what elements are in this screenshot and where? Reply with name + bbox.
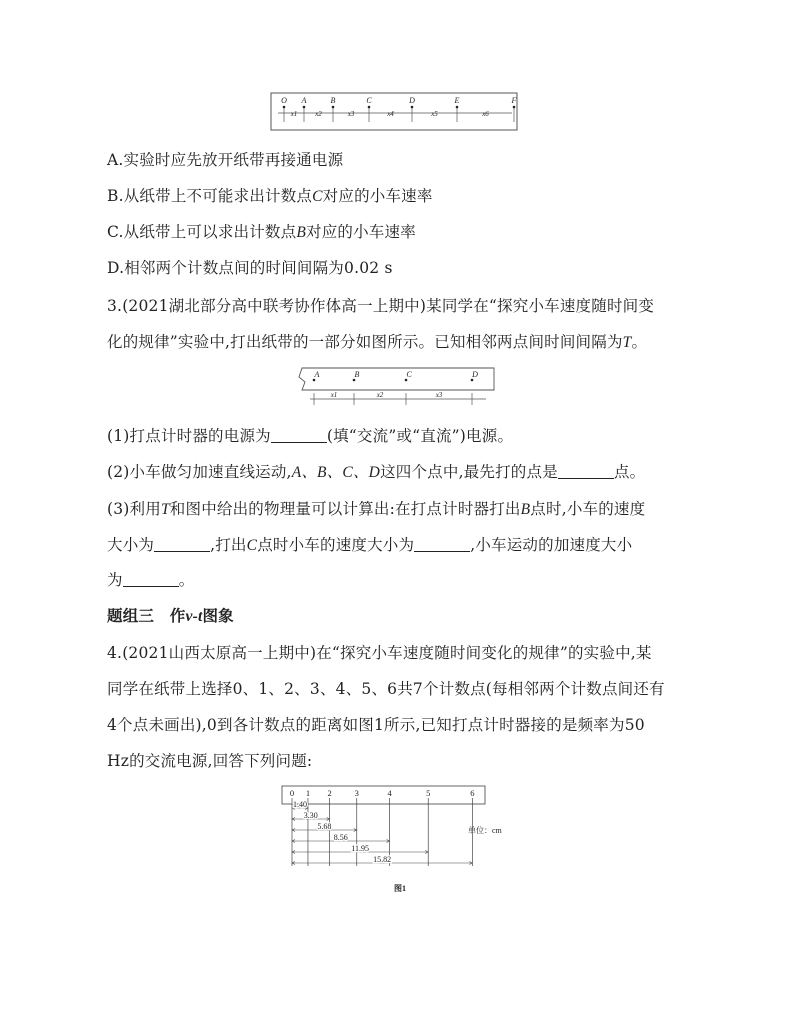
tape-segment-label: x5 — [431, 110, 438, 118]
q3-sub2-end: 点。 — [613, 463, 646, 481]
tape-segment-label: x1 — [330, 391, 338, 399]
tape-figure-2 — [296, 366, 498, 408]
tape-dot — [411, 106, 414, 109]
q3-sub2 — [107, 462, 645, 483]
option-b-var: C — [312, 188, 323, 205]
answer-blank[interactable] — [154, 537, 210, 552]
distance-label: 11.95 — [351, 844, 369, 853]
option-c-var: B — [296, 224, 307, 241]
q3-stem-line2 — [107, 332, 647, 353]
count-point-label: 1 — [305, 788, 311, 798]
distance-label: 1.40 — [292, 800, 307, 809]
section-heading-end: 图象 — [202, 607, 234, 625]
option-c-text-end: 对应的小车速率 — [306, 223, 416, 241]
q3-sub3-var-b: B — [520, 501, 531, 518]
q3-sub3-line1 — [107, 499, 645, 520]
distance-label: 3.30 — [303, 811, 318, 820]
option-b — [107, 186, 433, 207]
option-c-text: C.从纸带上可以求出计数点 — [107, 223, 297, 241]
q4-line4: Hz的交流电源,回答下列问题: — [107, 752, 313, 770]
tape-dot — [332, 106, 335, 109]
tape-segment-label: x4 — [387, 110, 394, 118]
option-c — [107, 222, 416, 243]
tape-segment-label: x2 — [315, 110, 322, 118]
answer-blank[interactable] — [123, 572, 179, 587]
q3-sub3-l2-mid: ,打出 — [210, 536, 247, 554]
count-point-label: 6 — [470, 788, 475, 798]
option-a: A.实验时应先放开纸带再接通电源 — [107, 151, 344, 169]
tape-dot — [405, 379, 408, 382]
q3-sub3-l2-text: 大小为 — [107, 536, 155, 554]
q3-sub2-vars: A、B、C、D — [291, 464, 381, 481]
q3-sub3-line3 — [107, 570, 194, 590]
tape-point-label: F — [511, 96, 517, 105]
count-point-label: 2 — [327, 788, 332, 798]
tape-dot — [313, 379, 316, 382]
q3-sub2-text: (2)小车做匀加速直线运动, — [107, 463, 292, 481]
q3-sub2-mid: 这四个点中,最先打的点是 — [380, 463, 558, 481]
tape-point-label: D — [472, 370, 478, 379]
q3-stem-end: 。 — [631, 333, 648, 351]
q3-sub3-var-t: T — [160, 501, 170, 518]
answer-blank[interactable] — [558, 464, 614, 479]
q3-stem-line1: 3.(2021湖北部分高中联考协作体高一上期中)某同学在“探究小车速度随时间变 — [107, 297, 655, 315]
tape-point-label: A — [314, 370, 320, 379]
tape-segment-label: x1 — [290, 110, 298, 118]
q3-sub3-mid: 和图中给出的物理量可以计算出:在打点计时器打出 — [169, 500, 521, 518]
tape-point-label: E — [454, 96, 460, 105]
tape-point-label: B — [354, 370, 360, 379]
q3-sub1-end: (填“交流”或“直流”)电源。 — [326, 427, 514, 445]
q3-sub3-line2 — [107, 535, 632, 556]
tape-point-label: A — [301, 96, 307, 105]
q3-sub3-end: 点时,小车的速度 — [530, 500, 646, 518]
tape-dot — [353, 379, 356, 382]
section-heading-var: v-t — [185, 608, 203, 625]
tape-dot — [513, 106, 516, 109]
option-b-text-end: 对应的小车速率 — [322, 187, 433, 205]
q3-sub3-l3-end: 。 — [178, 571, 195, 589]
tape-segment-label: x3 — [347, 110, 355, 118]
q4-line3: 4个点未画出),0到各计数点的距离如图1所示,已知打点计时器接的是频率为50 — [107, 716, 645, 734]
answer-blank[interactable] — [414, 537, 470, 552]
tape-point-label: D — [409, 96, 415, 105]
section-heading-text: 题组三 作 — [107, 607, 186, 625]
tape-dot — [283, 106, 286, 109]
tape-figure-3 — [280, 784, 530, 896]
figure-caption: 图1 — [394, 884, 406, 893]
tape-point-label: C — [406, 370, 412, 379]
count-point-label: 0 — [289, 788, 295, 798]
unit-label: 单位：cm — [468, 826, 502, 835]
q3-stem-text: 化的规律”实验中,打出纸带的一部分如图所示。已知相邻两点间时间间隔为 — [107, 333, 623, 351]
q3-sub1-text: (1)打点计时器的电源为 — [107, 427, 271, 445]
tape-point-label: B — [330, 96, 336, 105]
q3-stem-var: T — [622, 334, 632, 351]
tape-point-label: O — [281, 96, 287, 105]
section-heading — [107, 606, 234, 627]
tape-dot — [456, 106, 459, 109]
option-b-text: B.从纸带上不可能求出计数点 — [107, 187, 313, 205]
q3-sub1 — [107, 426, 513, 446]
tape-segment-label: x2 — [376, 391, 384, 399]
q3-sub3-l2-var: C — [246, 537, 258, 554]
q3-sub3-l3-text: 为 — [107, 571, 123, 589]
tape-dot — [471, 379, 474, 382]
distance-label: 15.82 — [373, 855, 392, 864]
distance-label: 8.56 — [333, 833, 348, 842]
answer-blank[interactable] — [271, 428, 327, 443]
count-point-label: 5 — [426, 788, 431, 798]
tape-point-label: C — [366, 96, 372, 105]
q4-line2: 同学在纸带上选择0、1、2、3、4、5、6共7个计数点(每相邻两个计数点间还有 — [107, 680, 665, 698]
q3-sub3-l2-end: ,小车运动的加速度大小 — [470, 536, 633, 554]
count-point-label: 4 — [387, 788, 392, 798]
tape-figure-1 — [270, 92, 520, 132]
q3-sub3-text: (3)利用 — [107, 500, 161, 518]
tape-dot — [368, 106, 371, 109]
option-d: D.相邻两个计数点间的时间间隔为0.02 s — [107, 259, 393, 277]
tape-segment-label: x6 — [482, 110, 489, 118]
q3-sub3-l2-mid2: 点时小车的速度大小为 — [257, 536, 415, 554]
q4-line1: 4.(2021山西太原高一上期中)在“探究小车速度随时间变化的规律”的实验中,某 — [107, 644, 652, 662]
count-point-label: 3 — [354, 788, 359, 798]
tape-segment-label: x3 — [435, 391, 443, 399]
distance-label: 5.68 — [317, 822, 332, 831]
tape-dot — [303, 106, 306, 109]
